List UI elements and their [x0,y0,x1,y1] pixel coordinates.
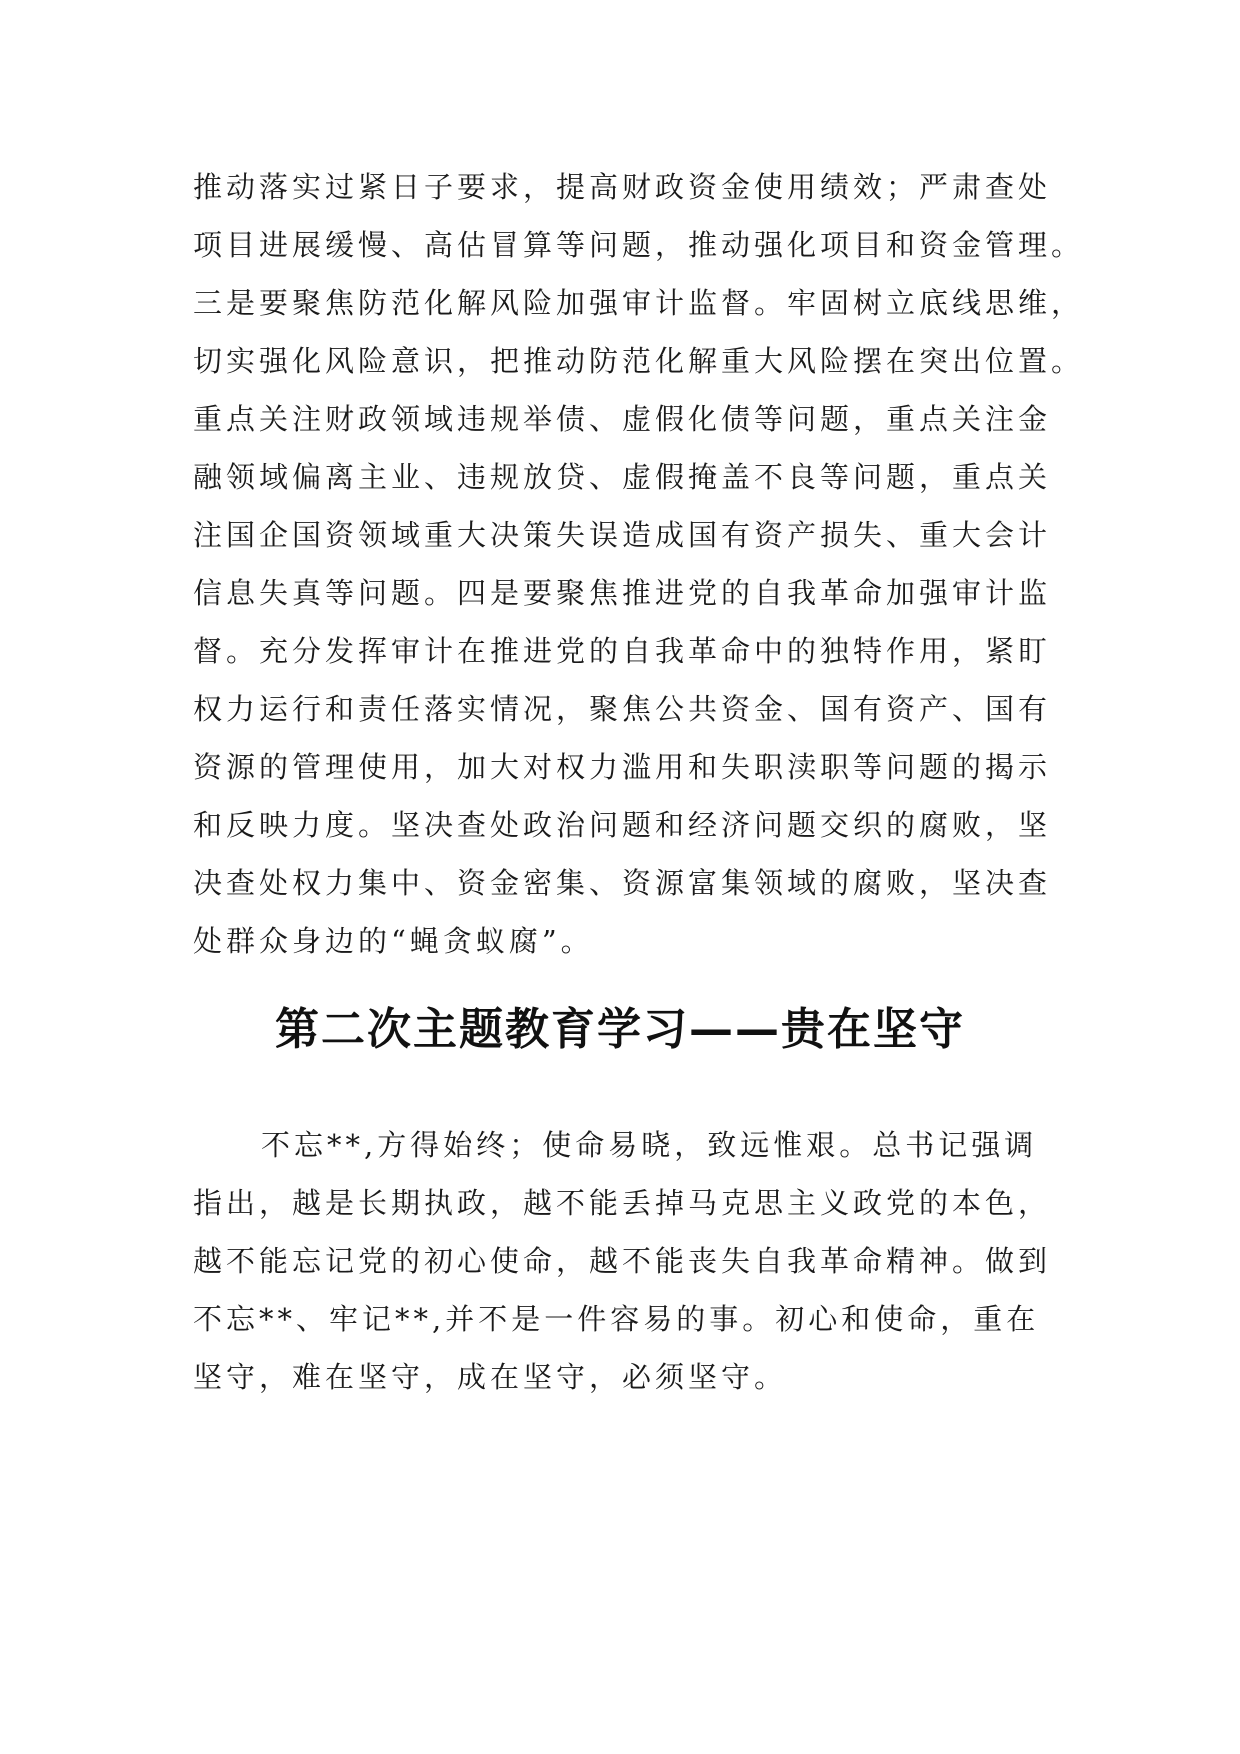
text-line: 重点关注财政领域违规举债、虚假化债等问题，重点关注金 [193,402,1052,436]
section-heading: 第二次主题教育学习——贵在坚守 [275,1004,965,1055]
text-line: 信息失真等问题。四是要聚焦推进党的自我革命加强审计监 [193,576,1052,610]
text-line: 切实强化风险意识，把推动防范化解重大风险摆在突出位置。 [193,344,1085,378]
text-line: 项目进展缓慢、高估冒算等问题，推动强化项目和资金管理。 [193,228,1085,262]
text-line: 权力运行和责任落实情况，聚焦公共资金、国有资产、国有 [193,692,1052,726]
text-line: 处群众身边的“蝇贪蚁腐”。 [193,924,594,958]
text-line: 推动落实过紧日子要求，提高财政资金使用绩效；严肃查处 [193,170,1052,204]
paragraph-opening [193,1116,1053,1406]
text-line: 不忘**,方得始终；使命易晓，致远惟艰。总书记强调 [261,1128,1038,1162]
paragraph-continued [193,158,1085,970]
text-line: 决查处权力集中、资金密集、资源富集领域的腐败，坚决查 [193,866,1052,900]
text-line: 不忘**、牢记**,并不是一件容易的事。初心和使命，重在 [193,1302,1040,1336]
text-line: 指出，越是长期执政，越不能丢掉马克思主义政党的本色， [193,1186,1052,1220]
text-line: 注国企国资领域重大决策失误造成国有资产损失、重大会计 [193,518,1052,552]
text-line: 督。充分发挥审计在推进党的自我革命中的独特作用，紧盯 [193,634,1052,668]
text-line: 越不能忘记党的初心使命，越不能丧失自我革命精神。做到 [193,1244,1052,1278]
text-line: 资源的管理使用，加大对权力滥用和失职渎职等问题的揭示 [193,750,1052,784]
text-line: 和反映力度。坚决查处政治问题和经济问题交织的腐败，坚 [193,808,1052,842]
text-line: 坚守，难在坚守，成在坚守，必须坚守。 [193,1360,788,1394]
text-line: 三是要聚焦防范化解风险加强审计监督。牢固树立底线思维， [193,286,1085,320]
text-line: 融领域偏离主业、违规放贷、虚假掩盖不良等问题，重点关 [193,460,1052,494]
